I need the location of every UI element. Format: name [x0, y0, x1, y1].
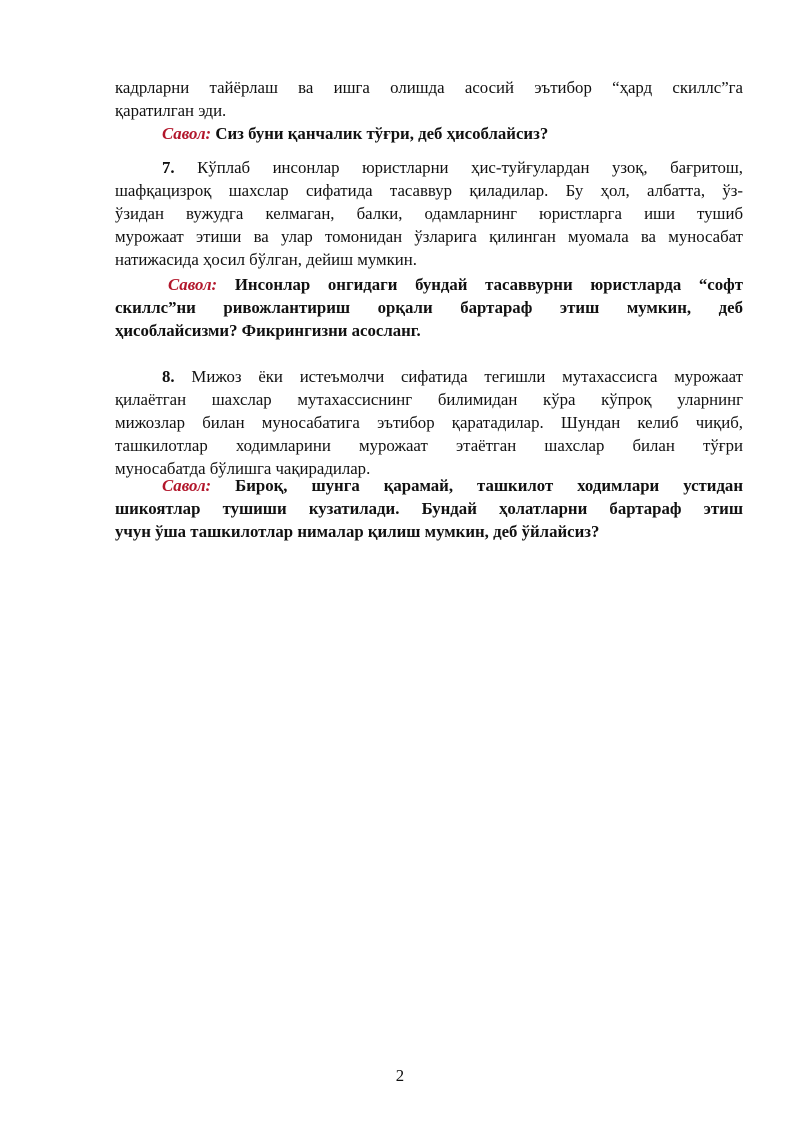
- text-line: ўзидан вужудга келмаган, балки, одамларнинг юристларга иши тушиб: [115, 204, 743, 223]
- question-text: Инсонлар онгидаги бундай тасаввурни юристларда “софт: [234, 275, 743, 294]
- text-line: муносабатда бўлишга чақирадилар.: [115, 459, 371, 478]
- paragraph-number: 8.: [162, 367, 175, 386]
- question-text: учун ўша ташкилотлар нималар қилиш мумкин, деб ўйлайсиз?: [115, 522, 600, 541]
- text-line: мижозлар билан муносабатига эътибор қаратадилар. Шундан келиб чиқиб,: [115, 413, 743, 432]
- question-text: ҳисоблайсизми? Фикрингизни асосланг.: [115, 321, 421, 340]
- paragraph-number: 7.: [162, 158, 175, 177]
- question-text: Бироқ, шунга қарамай, ташкилот ходимлари устидан: [235, 476, 743, 495]
- text-line: шафқацизроқ шахслар сифатида тасаввур қиладилар. Бу ҳол, албатта, ўз-: [115, 181, 743, 200]
- question-label: Савол:: [162, 476, 212, 495]
- intro-paragraph: [115, 76, 743, 122]
- text-line: қилаётган шахслар мутахассиснинг билимидан кўра кўпроқ уларнинг: [115, 390, 743, 409]
- question-text: скиллс”ни ривожлантириш орқали бартараф этиш мумкин, деб: [115, 298, 743, 317]
- text-line: ташкилотлар ходимларини мурожаат этаётган шахслар билан тўғри: [115, 436, 743, 455]
- text-line: Мижоз ёки истеъмолчи сифатида тегишли мутахассисга мурожаат: [191, 367, 743, 386]
- text-line: натижасида ҳосил бўлган, дейиш мумкин.: [115, 250, 417, 269]
- text-line: кадрларни тайёрлаш ва ишга олишда асосий эътибор “ҳард скиллс”га: [115, 78, 743, 97]
- question-8: [115, 474, 743, 543]
- paragraph-8: [115, 365, 743, 480]
- question-7: [115, 273, 743, 342]
- paragraph-7: [115, 156, 743, 271]
- question-text: шикоятлар тушиши кузатилади. Бундай ҳолатларни бартараф этиш: [115, 499, 743, 518]
- page-number: 2: [395, 1066, 405, 1085]
- text-line: мурожаат этиши ва улар томонидан ўзларига қилинган муомала ва муносабат: [115, 227, 743, 246]
- text-line: Кўплаб инсонлар юристларни ҳис-туйғулардан узоқ, бағритош,: [197, 158, 744, 177]
- question-label: Савол:: [162, 124, 212, 143]
- question-label: Савол:: [168, 275, 218, 294]
- question-6: [115, 122, 743, 145]
- question-text: Сиз буни қанчалик тўғри, деб ҳисоблайсиз?: [215, 124, 549, 143]
- text-line: қаратилган эди.: [115, 101, 227, 120]
